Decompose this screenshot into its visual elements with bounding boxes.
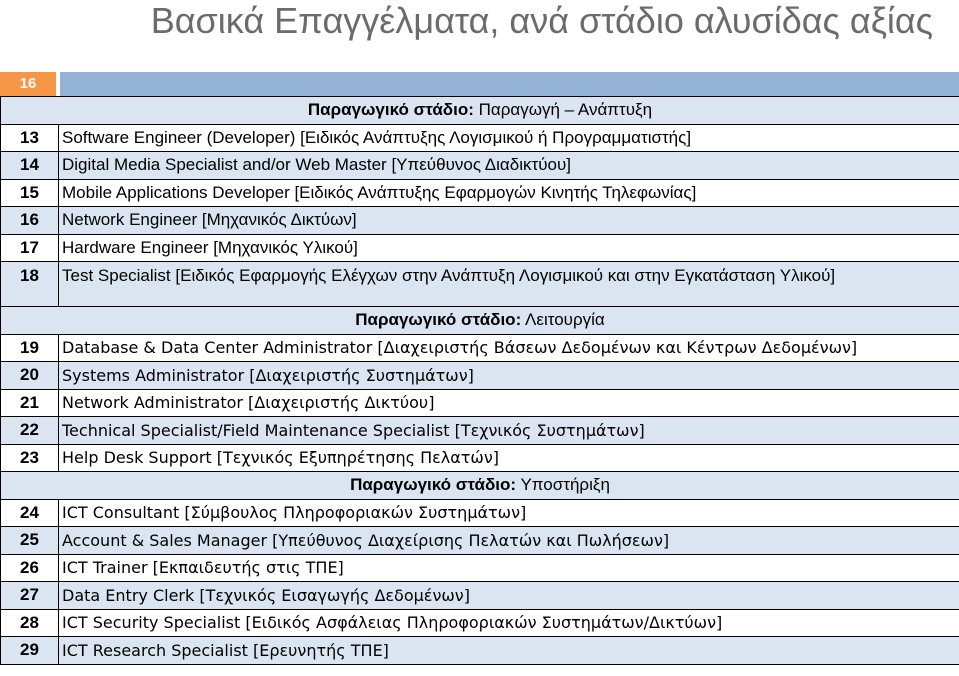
table-row <box>1 334 959 362</box>
table-row <box>1 262 959 307</box>
stage-label: Παραγωγικό στάδιο: <box>355 310 522 330</box>
occupation-description: Software Engineer (Developer) [Ειδικός Ανάπτυξης Λογισμικού ή Προγραμματιστής] <box>59 124 959 152</box>
row-number: 18 <box>1 262 59 307</box>
stage-header-row <box>1 472 959 500</box>
table-header-bar <box>60 72 959 96</box>
occupation-description: Technical Specialist/Field Maintenance Specialist [Τεχνικός Συστημάτων] <box>59 417 959 445</box>
occupation-description: Database & Data Center Administrator [Διαχειριστής Βάσεων Δεδομένων και Κέντρων Δεδομένων] <box>59 334 959 362</box>
table-row <box>1 179 959 207</box>
row-number: 14 <box>1 152 59 180</box>
occupation-description: ICT Security Specialist [Ειδικός Ασφάλειας Πληροφοριακών Συστημάτων/Δικτύων] <box>59 609 959 637</box>
table-row <box>1 554 959 582</box>
stage-label: Παραγωγικό στάδιο: <box>307 100 474 120</box>
table-row <box>1 637 959 665</box>
table-row <box>1 152 959 180</box>
table-row <box>1 362 959 390</box>
occupation-description: ICT Consultant [Σύμβουλος Πληροφοριακών Συστημάτων] <box>59 499 959 527</box>
table-row <box>1 527 959 555</box>
row-number: 26 <box>1 554 59 582</box>
row-number: 17 <box>1 234 59 262</box>
occupation-description: Network Engineer [Μηχανικός Δικτύων] <box>59 207 959 235</box>
table-row <box>1 582 959 610</box>
row-number: 22 <box>1 417 59 445</box>
stage-header <box>1 97 959 125</box>
stage-name: Υποστήριξη <box>520 475 610 495</box>
table-row <box>1 207 959 235</box>
occupation-description: ICT Research Specialist [Ερευνητής ΤΠΕ] <box>59 637 959 665</box>
stage-header <box>1 472 959 500</box>
row-number: 20 <box>1 362 59 390</box>
row-number: 13 <box>1 124 59 152</box>
stage-label: Παραγωγικό στάδιο: <box>350 475 517 495</box>
table-row <box>1 124 959 152</box>
row-number: 29 <box>1 637 59 665</box>
occupation-description: Network Administrator [Διαχειριστής Δικτύου] <box>59 389 959 417</box>
occupation-description: ICT Trainer [Εκπαιδευτής στις ΤΠΕ] <box>59 554 959 582</box>
page-title: Βασικά Επαγγέλματα, ανά στάδιο αλυσίδας αξίας <box>150 0 933 41</box>
stage-name: Λειτουργία <box>525 310 605 330</box>
row-number: 16 <box>1 207 59 235</box>
stage-header <box>1 307 959 335</box>
row-number: 21 <box>1 389 59 417</box>
stage-header-row <box>1 307 959 335</box>
row-number: 27 <box>1 582 59 610</box>
occupations-table <box>0 96 959 665</box>
table-row <box>1 499 959 527</box>
table-row <box>1 417 959 445</box>
table-row <box>1 609 959 637</box>
table-row <box>1 389 959 417</box>
row-number: 25 <box>1 527 59 555</box>
row-number: 15 <box>1 179 59 207</box>
occupation-description: Test Specialist [Ειδικός Εφαρμογής Ελέγχων στην Ανάπτυξη Λογισμικού και στην Εγκατάσταση Υλικού] <box>59 262 959 307</box>
row-number: 23 <box>1 444 59 472</box>
stage-name: Παραγωγή – Ανάπτυξη <box>478 100 653 120</box>
stage-header-row <box>1 97 959 125</box>
occupation-description: Data Entry Clerk [Τεχνικός Εισαγωγής Δεδομένων] <box>59 582 959 610</box>
occupation-description: Account & Sales Manager [Υπεύθυνος Διαχείρισης Πελατών και Πωλήσεων] <box>59 527 959 555</box>
occupation-description: Systems Administrator [Διαχειριστής Συστημάτων] <box>59 362 959 390</box>
table-row <box>1 234 959 262</box>
row-number: 24 <box>1 499 59 527</box>
occupation-description: Hardware Engineer [Μηχανικός Υλικού] <box>59 234 959 262</box>
slide-number-badge: 16 <box>0 72 56 96</box>
occupation-description: Digital Media Specialist and/or Web Master [Υπεύθυνος Διαδικτύου] <box>59 152 959 180</box>
row-number: 19 <box>1 334 59 362</box>
occupation-description: Mobile Applications Developer [Ειδικός Ανάπτυξης Εφαρμογών Κινητής Τηλεφωνίας] <box>59 179 959 207</box>
occupation-description: Help Desk Support [Τεχνικός Εξυπηρέτησης Πελατών] <box>59 444 959 472</box>
table-row <box>1 444 959 472</box>
row-number: 28 <box>1 609 59 637</box>
